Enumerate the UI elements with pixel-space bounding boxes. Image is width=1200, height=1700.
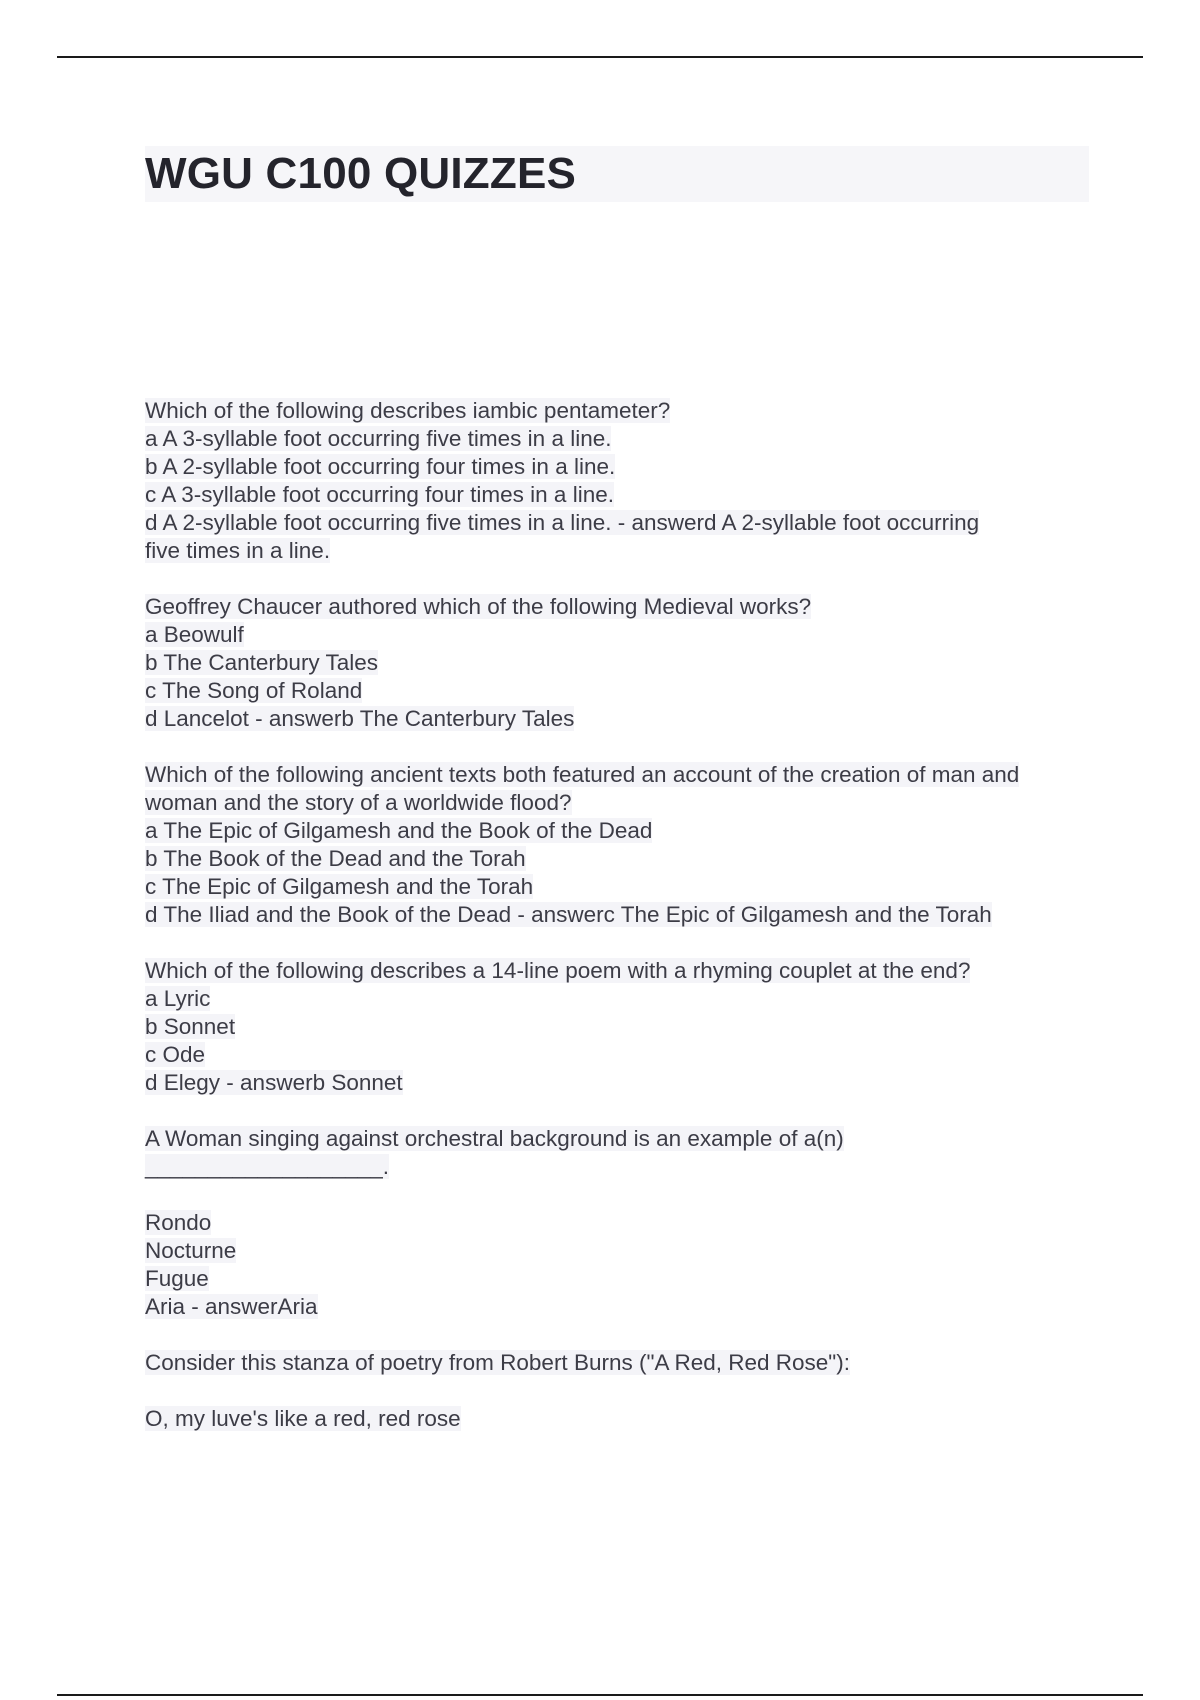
- question-text: [145, 789, 1090, 817]
- line-text: ___________________.: [145, 1154, 390, 1179]
- line-text: b A 2-syllable foot occurring four times in a line.: [145, 454, 616, 479]
- question-text: [145, 957, 1090, 985]
- answer-option: [145, 677, 1090, 705]
- bottom-rule: [57, 1694, 1143, 1696]
- answer-option: [145, 705, 1090, 733]
- line-text: c Ode: [145, 1042, 206, 1067]
- line-text: c The Epic of Gilgamesh and the Torah: [145, 874, 534, 899]
- spacer: [145, 1181, 1090, 1209]
- line-text: Which of the following describes iambic pentameter?: [145, 398, 671, 423]
- line-text: A Woman singing against orchestral background is an example of a(n): [145, 1126, 844, 1151]
- line-text: a A 3-syllable foot occurring five times in a line.: [145, 426, 612, 451]
- line-text: c The Song of Roland: [145, 678, 363, 703]
- line-text: d Elegy - answerb Sonnet: [145, 1070, 403, 1095]
- question-4: [145, 957, 1090, 1097]
- question-text: [145, 593, 1090, 621]
- line-text: a The Epic of Gilgamesh and the Book of the Dead: [145, 818, 653, 843]
- answer-option: [145, 621, 1090, 649]
- line-text: c A 3-syllable foot occurring four times in a line.: [145, 482, 614, 507]
- line-text: five times in a line.: [145, 538, 331, 563]
- question-text: [145, 1349, 1090, 1377]
- answer-option: [145, 1041, 1090, 1069]
- answer-option: [145, 481, 1090, 509]
- answer-option: [145, 817, 1090, 845]
- line-text: Nocturne: [145, 1238, 237, 1263]
- answer-option: [145, 845, 1090, 873]
- line-text: b Sonnet: [145, 1014, 236, 1039]
- question-text: [145, 397, 1090, 425]
- line-text: Fugue: [145, 1266, 209, 1291]
- answer-option: [145, 1237, 1090, 1265]
- line-text: d The Iliad and the Book of the Dead - answerc The Epic of Gilgamesh and the Torah: [145, 902, 992, 927]
- question-5: [145, 1125, 1090, 1321]
- line-text: b The Canterbury Tales: [145, 650, 379, 675]
- question-3: [145, 761, 1090, 929]
- line-text: b The Book of the Dead and the Torah: [145, 846, 526, 871]
- answer-option: [145, 1209, 1090, 1237]
- answer-option: [145, 649, 1090, 677]
- answer-option: [145, 873, 1090, 901]
- answer-option: [145, 985, 1090, 1013]
- answer-option: [145, 901, 1090, 929]
- question-text: [145, 761, 1090, 789]
- answer-option: [145, 1293, 1090, 1321]
- question-2: [145, 593, 1090, 733]
- spacer: [145, 1377, 1090, 1405]
- answer-option: [145, 509, 1090, 537]
- document-title: WGU C100 QUIZZES: [145, 149, 577, 198]
- line-text: a Lyric: [145, 986, 211, 1011]
- line-text: d A 2-syllable foot occurring five times in a line. - answerd A 2-syllable foot occurring: [145, 510, 980, 535]
- line-text: d Lancelot - answerb The Canterbury Tales: [145, 706, 575, 731]
- line-text: O, my luve's like a red, red rose: [145, 1406, 461, 1431]
- line-text: Rondo: [145, 1210, 212, 1235]
- answer-continuation: [145, 537, 1090, 565]
- top-rule: [57, 56, 1143, 58]
- answer-option: [145, 1013, 1090, 1041]
- line-text: Which of the following ancient texts both featured an account of the creation of man and: [145, 762, 1020, 787]
- line-text: Consider this stanza of poetry from Robert Burns ("A Red, Red Rose"):: [145, 1350, 851, 1375]
- line-text: Which of the following describes a 14-line poem with a rhyming couplet at the end?: [145, 958, 971, 983]
- line-text: a Beowulf: [145, 622, 244, 647]
- question-6: [145, 1349, 1090, 1433]
- answer-option: [145, 1069, 1090, 1097]
- line-text: woman and the story of a worldwide flood?: [145, 790, 572, 815]
- answer-option: [145, 1265, 1090, 1293]
- poem-line: [145, 1405, 1090, 1433]
- question-1: [145, 397, 1090, 565]
- fill-in-blank: [145, 1153, 1090, 1181]
- answer-option: [145, 425, 1090, 453]
- question-text: [145, 1125, 1090, 1153]
- answer-option: [145, 453, 1090, 481]
- line-text: Aria - answerAria: [145, 1294, 318, 1319]
- line-text: Geoffrey Chaucer authored which of the following Medieval works?: [145, 594, 812, 619]
- quiz-content: [145, 397, 1090, 1461]
